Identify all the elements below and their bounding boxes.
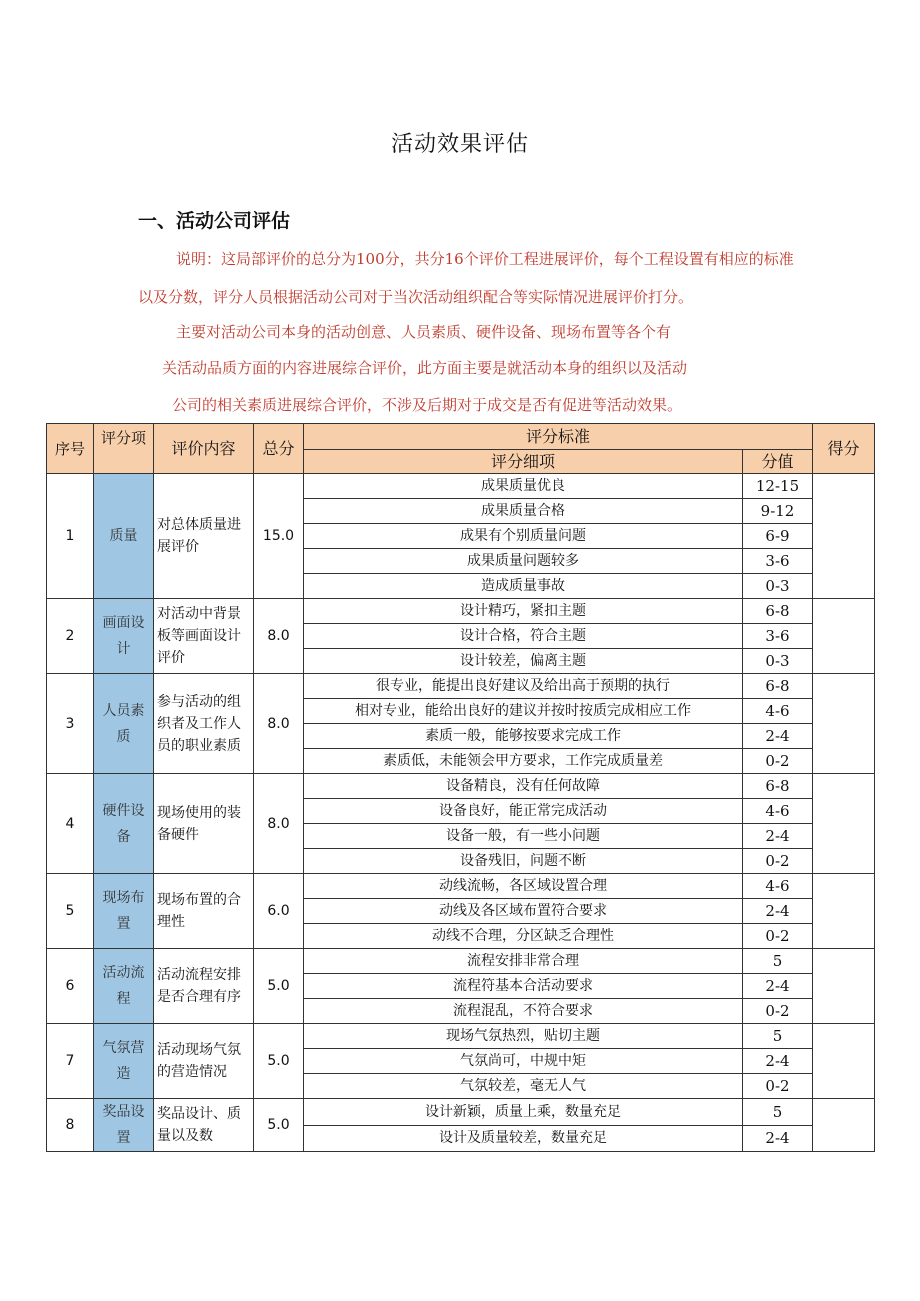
value-cell: 6-8 — [743, 674, 813, 699]
value-cell: 2-4 — [743, 899, 813, 924]
header-value: 分值 — [743, 450, 813, 474]
value-cell: 6-9 — [743, 524, 813, 549]
total-cell: 5.0 — [254, 1024, 304, 1099]
header-content: 评价内容 — [154, 424, 254, 474]
value-cell: 2-4 — [743, 1125, 813, 1152]
score-cell[interactable] — [813, 1024, 875, 1099]
detail-cell: 设计精巧，紧扣主题 — [304, 599, 743, 624]
total-cell: 8.0 — [254, 774, 304, 874]
value-cell: 2-4 — [743, 974, 813, 999]
detail-cell: 设备良好，能正常完成活动 — [304, 799, 743, 824]
detail-cell: 动线及各区域布置符合要求 — [304, 899, 743, 924]
value-cell: 4-6 — [743, 799, 813, 824]
table-row — [47, 674, 875, 699]
value-cell: 0-2 — [743, 849, 813, 874]
detail-cell: 气氛较差，毫无人气 — [304, 1074, 743, 1099]
detail-cell: 成果有个别质量问题 — [304, 524, 743, 549]
item-cell: 气氛营造 — [94, 1024, 154, 1099]
table-row — [47, 474, 875, 499]
seq-cell: 2 — [47, 599, 94, 674]
value-cell: 0-3 — [743, 574, 813, 599]
content-cell: 奖品设计、质量以及数 — [154, 1099, 254, 1152]
value-cell: 9-12 — [743, 499, 813, 524]
total-cell: 8.0 — [254, 599, 304, 674]
item-cell: 硬件设备 — [94, 774, 154, 874]
total-cell: 8.0 — [254, 674, 304, 774]
value-cell: 6-8 — [743, 599, 813, 624]
value-cell: 0-2 — [743, 1074, 813, 1099]
detail-cell: 气氛尚可，中规中矩 — [304, 1049, 743, 1074]
table-row — [47, 599, 875, 624]
value-cell: 2-4 — [743, 824, 813, 849]
detail-cell: 成果质量问题较多 — [304, 549, 743, 574]
content-cell: 现场布置的合理性 — [154, 874, 254, 949]
value-cell: 0-3 — [743, 649, 813, 674]
value-cell: 3-6 — [743, 549, 813, 574]
value-cell: 2-4 — [743, 724, 813, 749]
detail-cell: 成果质量优良 — [304, 474, 743, 499]
total-cell: 15.0 — [254, 474, 304, 599]
value-cell: 6-8 — [743, 774, 813, 799]
item-cell: 奖品设置 — [94, 1099, 154, 1152]
content-cell: 活动现场气氛的营造情况 — [154, 1024, 254, 1099]
header-standard: 评分标准 — [304, 424, 813, 450]
header-detail: 评分细项 — [304, 450, 743, 474]
note-line-4: 关活动品质方面的内容进展综合评价，此方面主要是就活动本身的组织以及活动 — [162, 359, 688, 377]
content-cell: 参与活动的组织者及工作人员的职业素质 — [154, 674, 254, 774]
score-cell[interactable] — [813, 674, 875, 774]
detail-cell: 设备一般，有一些小问题 — [304, 824, 743, 849]
seq-cell: 7 — [47, 1024, 94, 1099]
score-cell[interactable] — [813, 874, 875, 949]
detail-cell: 动线不合理，分区缺乏合理性 — [304, 924, 743, 949]
score-cell[interactable] — [813, 949, 875, 1024]
total-cell: 5.0 — [254, 949, 304, 1024]
detail-cell: 设计新颖，质量上乘，数量充足 — [304, 1099, 743, 1126]
score-cell[interactable] — [813, 474, 875, 599]
seq-cell: 6 — [47, 949, 94, 1024]
detail-cell: 成果质量合格 — [304, 499, 743, 524]
seq-cell: 8 — [47, 1099, 94, 1152]
content-cell: 对活动中背景板等画面设计评价 — [154, 599, 254, 674]
detail-cell: 现场气氛热烈，贴切主题 — [304, 1024, 743, 1049]
note-line-1: 说明：这局部评价的总分为100分，共分16个评价工程进展评价，每个工程设置有相应的标准 — [176, 250, 794, 268]
note-line-3: 主要对活动公司本身的活动创意、人员素质、硬件设备、现场布置等各个有 — [176, 323, 672, 341]
seq-cell: 1 — [47, 474, 94, 599]
score-cell[interactable] — [813, 1099, 875, 1152]
detail-cell: 流程符基本合活动要求 — [304, 974, 743, 999]
detail-cell: 很专业，能提出良好建议及给出高于预期的执行 — [304, 674, 743, 699]
item-cell: 画面设计 — [94, 599, 154, 674]
detail-cell: 设计合格，符合主题 — [304, 624, 743, 649]
detail-cell: 相对专业，能给出良好的建议并按时按质完成相应工作 — [304, 699, 743, 724]
detail-cell: 动线流畅，各区域设置合理 — [304, 874, 743, 899]
header-total: 总分 — [254, 424, 304, 474]
table-row — [47, 874, 875, 899]
header-item: 评分项 — [94, 424, 154, 474]
content-cell: 对总体质量进展评价 — [154, 474, 254, 599]
score-cell[interactable] — [813, 774, 875, 874]
note-line-5: 公司的相关素质进展综合评价，不涉及后期对于成交是否有促进等活动效果。 — [172, 396, 683, 414]
header-score: 得分 — [813, 424, 875, 474]
value-cell: 0-2 — [743, 924, 813, 949]
item-cell: 质量 — [94, 474, 154, 599]
table-row — [47, 1099, 875, 1126]
section-heading: 一、活动公司评估 — [138, 210, 291, 232]
table-row — [47, 949, 875, 974]
seq-cell: 4 — [47, 774, 94, 874]
detail-cell: 设备精良，没有任何故障 — [304, 774, 743, 799]
item-cell: 活动流程 — [94, 949, 154, 1024]
total-cell: 5.0 — [254, 1099, 304, 1152]
value-cell: 12-15 — [743, 474, 813, 499]
value-cell: 3-6 — [743, 624, 813, 649]
value-cell: 5 — [743, 1099, 813, 1126]
page-title: 活动效果评估 — [390, 132, 529, 157]
value-cell: 4-6 — [743, 699, 813, 724]
table-row — [47, 774, 875, 799]
evaluation-table — [46, 423, 875, 1152]
detail-cell: 设计及质量较差，数量充足 — [304, 1125, 743, 1152]
detail-cell: 素质一般，能够按要求完成工作 — [304, 724, 743, 749]
value-cell: 0-2 — [743, 999, 813, 1024]
value-cell: 4-6 — [743, 874, 813, 899]
total-cell: 6.0 — [254, 874, 304, 949]
detail-cell: 流程混乱，不符合要求 — [304, 999, 743, 1024]
value-cell: 5 — [743, 1024, 813, 1049]
content-cell: 现场使用的装备硬件 — [154, 774, 254, 874]
detail-cell: 设计较差，偏离主题 — [304, 649, 743, 674]
content-cell: 活动流程安排是否合理有序 — [154, 949, 254, 1024]
score-cell[interactable] — [813, 599, 875, 674]
table-row — [47, 1024, 875, 1049]
note-line-2: 以及分数，评分人员根据活动公司对于当次活动组织配合等实际情况进展评价打分。 — [138, 288, 694, 306]
value-cell: 0-2 — [743, 749, 813, 774]
item-cell: 现场布置 — [94, 874, 154, 949]
value-cell: 2-4 — [743, 1049, 813, 1074]
value-cell: 5 — [743, 949, 813, 974]
detail-cell: 造成质量事故 — [304, 574, 743, 599]
seq-cell: 3 — [47, 674, 94, 774]
seq-cell: 5 — [47, 874, 94, 949]
detail-cell: 流程安排非常合理 — [304, 949, 743, 974]
detail-cell: 设备残旧，问题不断 — [304, 849, 743, 874]
detail-cell: 素质低，未能领会甲方要求，工作完成质量差 — [304, 749, 743, 774]
header-seq: 序号 — [47, 424, 94, 474]
item-cell: 人员素质 — [94, 674, 154, 774]
